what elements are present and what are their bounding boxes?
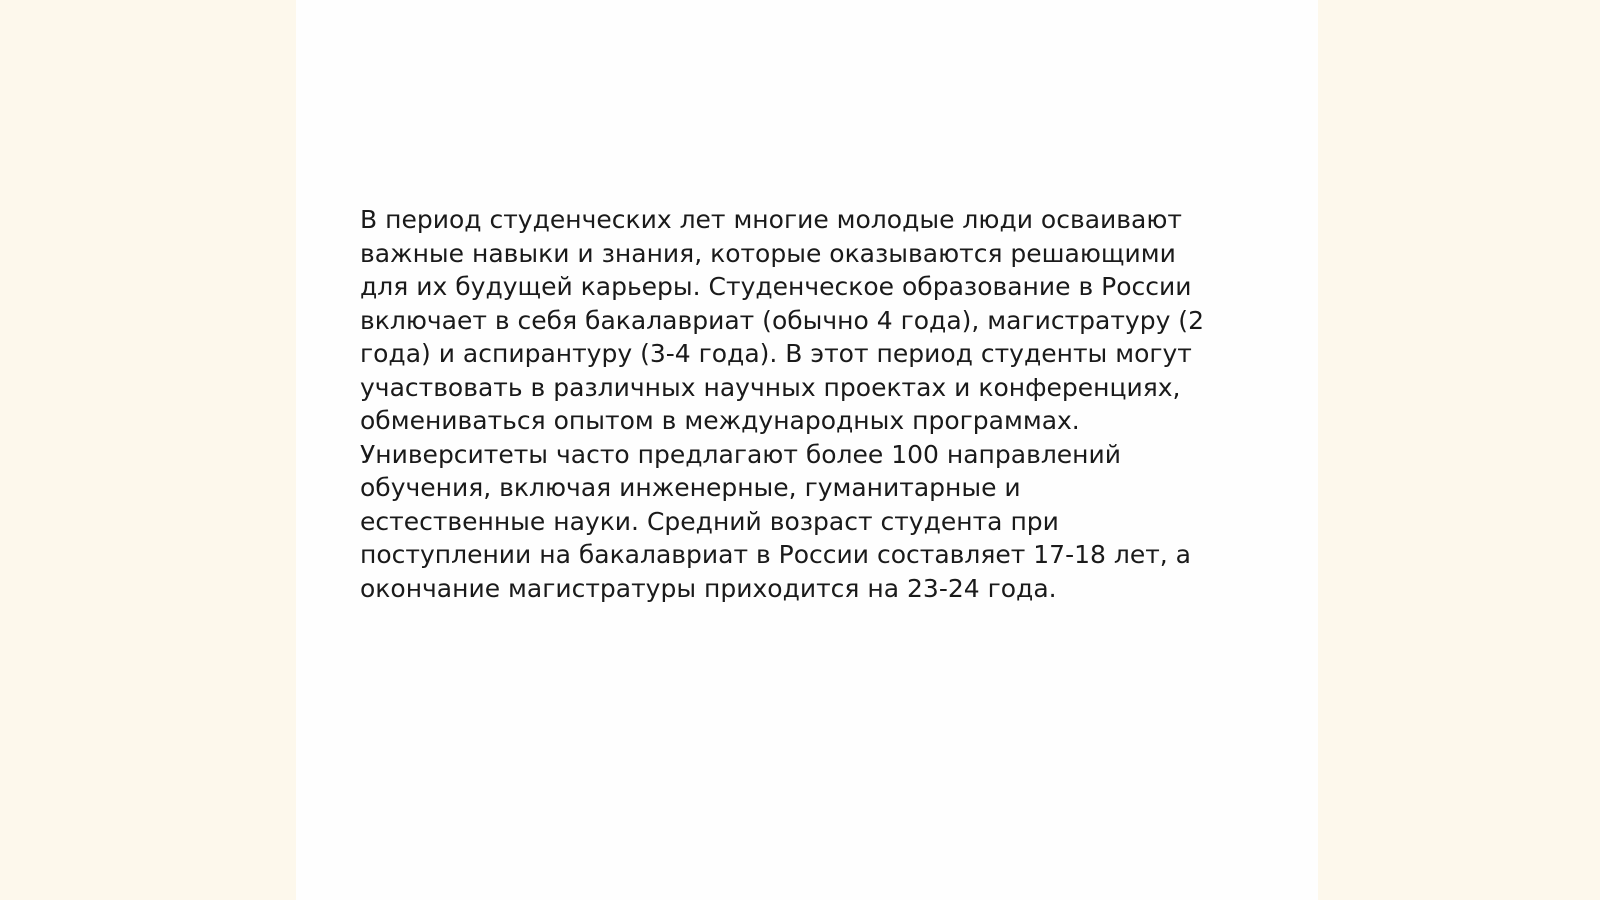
- right-margin-panel: [1318, 0, 1600, 900]
- document-body-text: В период студенческих лет многие молодые люди осваивают важные навыки и знания, которые оказываются решающими для их будущей карьеры. Студенческое образование в России включает в себя бакалавриат (обычно 4 года), магистратуру (2 года) и аспирантуру (3-4 года). В этот период студенты могут участвовать в различных научных проектах и конференциях, обмениваться опытом в международных программах. Университеты часто предлагают более 100 направлений обучения, включая инженерные, гуманитарные и естественные науки. Средний возраст студента при поступлении на бакалавриат в России составляет 17-18 лет, а окончание магистратуры приходится на 23-24 года.: [360, 205, 1204, 603]
- left-margin-panel: [0, 0, 296, 900]
